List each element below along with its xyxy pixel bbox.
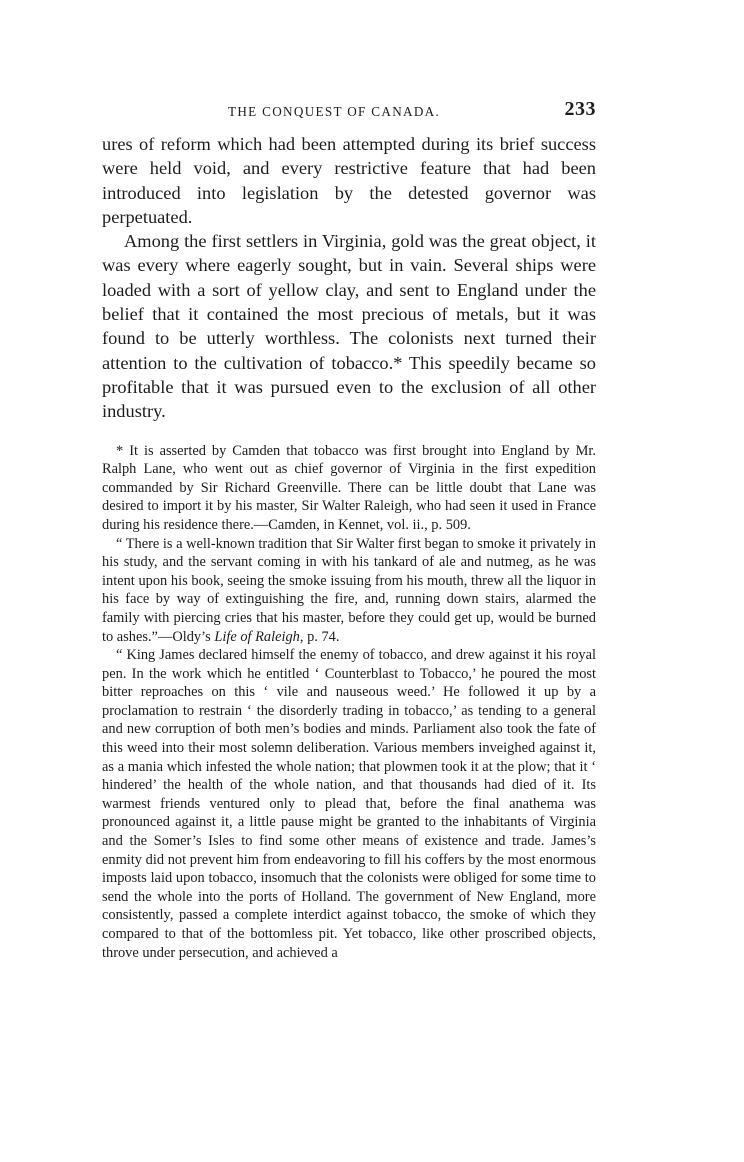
footnote-raleigh-tradition	[102, 535, 596, 647]
footnote-camden: * It is asserted by Camden that tobacco was first brought into England by Mr. Ralph Lane, who went out as chief governor of Virginia in the first expedition commanded by Sir Richard Greenville. There can be little doubt that Lane was desired to import it by his master, Sir Walter Raleigh, who had seen it used in France during his residence there.—Camden, in Kennet, vol. ii., p. 509.	[102, 442, 596, 533]
main-text	[102, 132, 596, 424]
paragraph-continuation: ures of reform which had been attempted during its brief success were held void, and every restrictive feature that had been introduced into legislation by the detested governor was perpetuated.	[102, 134, 596, 227]
footnote-king-james: “ King James declared himself the enemy of tobacco, and drew against it his royal pen. In the work which he entitled ‘ Counterblast to Tobacco,’ he poured the most bitter reproaches on this ‘ vile and nauseous weed.’ He followed it up by a proclamation to restrain ‘ the disorderly trading in tobacco,’ as tending to a general and new corruption of both men’s bodies and minds. Parliament also took the fate of this weed into their most solemn deliberation. Various members inveighed against it, as a mania which infested the whole nation; that plowmen took it at the plow; that it ‘ hindered’ the health of the whole nation, and that thousands had died of it. Its warmest friends ventured only to plead that, before the final anathema was pronounced against it, a little pause might be granted to the inhabitants of Virginia and the Somer’s Isles to find some other means of existence and trade. James’s enmity did not prevent him from endeavoring to fill his coffers by the most enormous imposts laid upon tobacco, insomuch that the colonists were obliged for some time to send the whole into the ports of Holland. The government of New England, more consistently, passed a complete interdict against tobacco, the smoke of which they compared to that of the bottomless pit. Yet tobacco, like other proscribed objects, throve under persecution, and achieved a	[102, 647, 596, 961]
footnote-raleigh-text: “ There is a well-known tradition that Sir Walter first began to smoke it privately in his study, and the servant coming in with his tankard of ale and nutmeg, as he was intent upon his book, seeing the smoke issuing from his mouth, threw all the liquor in his face by way of extinguishing the fire, and, running down stairs, alarmed the family with piercing cries that his master, before they could get up, would be burned to ashes.”—Oldy’s	[102, 535, 596, 645]
footnote-book-title: Life of Raleigh	[214, 628, 300, 645]
running-title: THE CONQUEST OF CANADA.	[228, 104, 441, 119]
page-header	[102, 88, 596, 128]
page-number: 233	[564, 98, 596, 120]
paragraph-virginia-gold: Among the first settlers in Virginia, gold was the great object, it was every where eagerly sought, but in vain. Several ships were loaded with a sort of yellow clay, and sent to England under the belief that it contained the most precious of metals, but it was found to be utterly worthless. The colonists next turned their attention to the cultivation of tobacco.* This speedily became so profitable that it was pursued even to the exclusion of all other industry.	[102, 231, 596, 422]
book-page	[102, 88, 596, 962]
footnotes	[102, 442, 596, 963]
footnote-raleigh-citation: , p. 74.	[299, 628, 340, 645]
